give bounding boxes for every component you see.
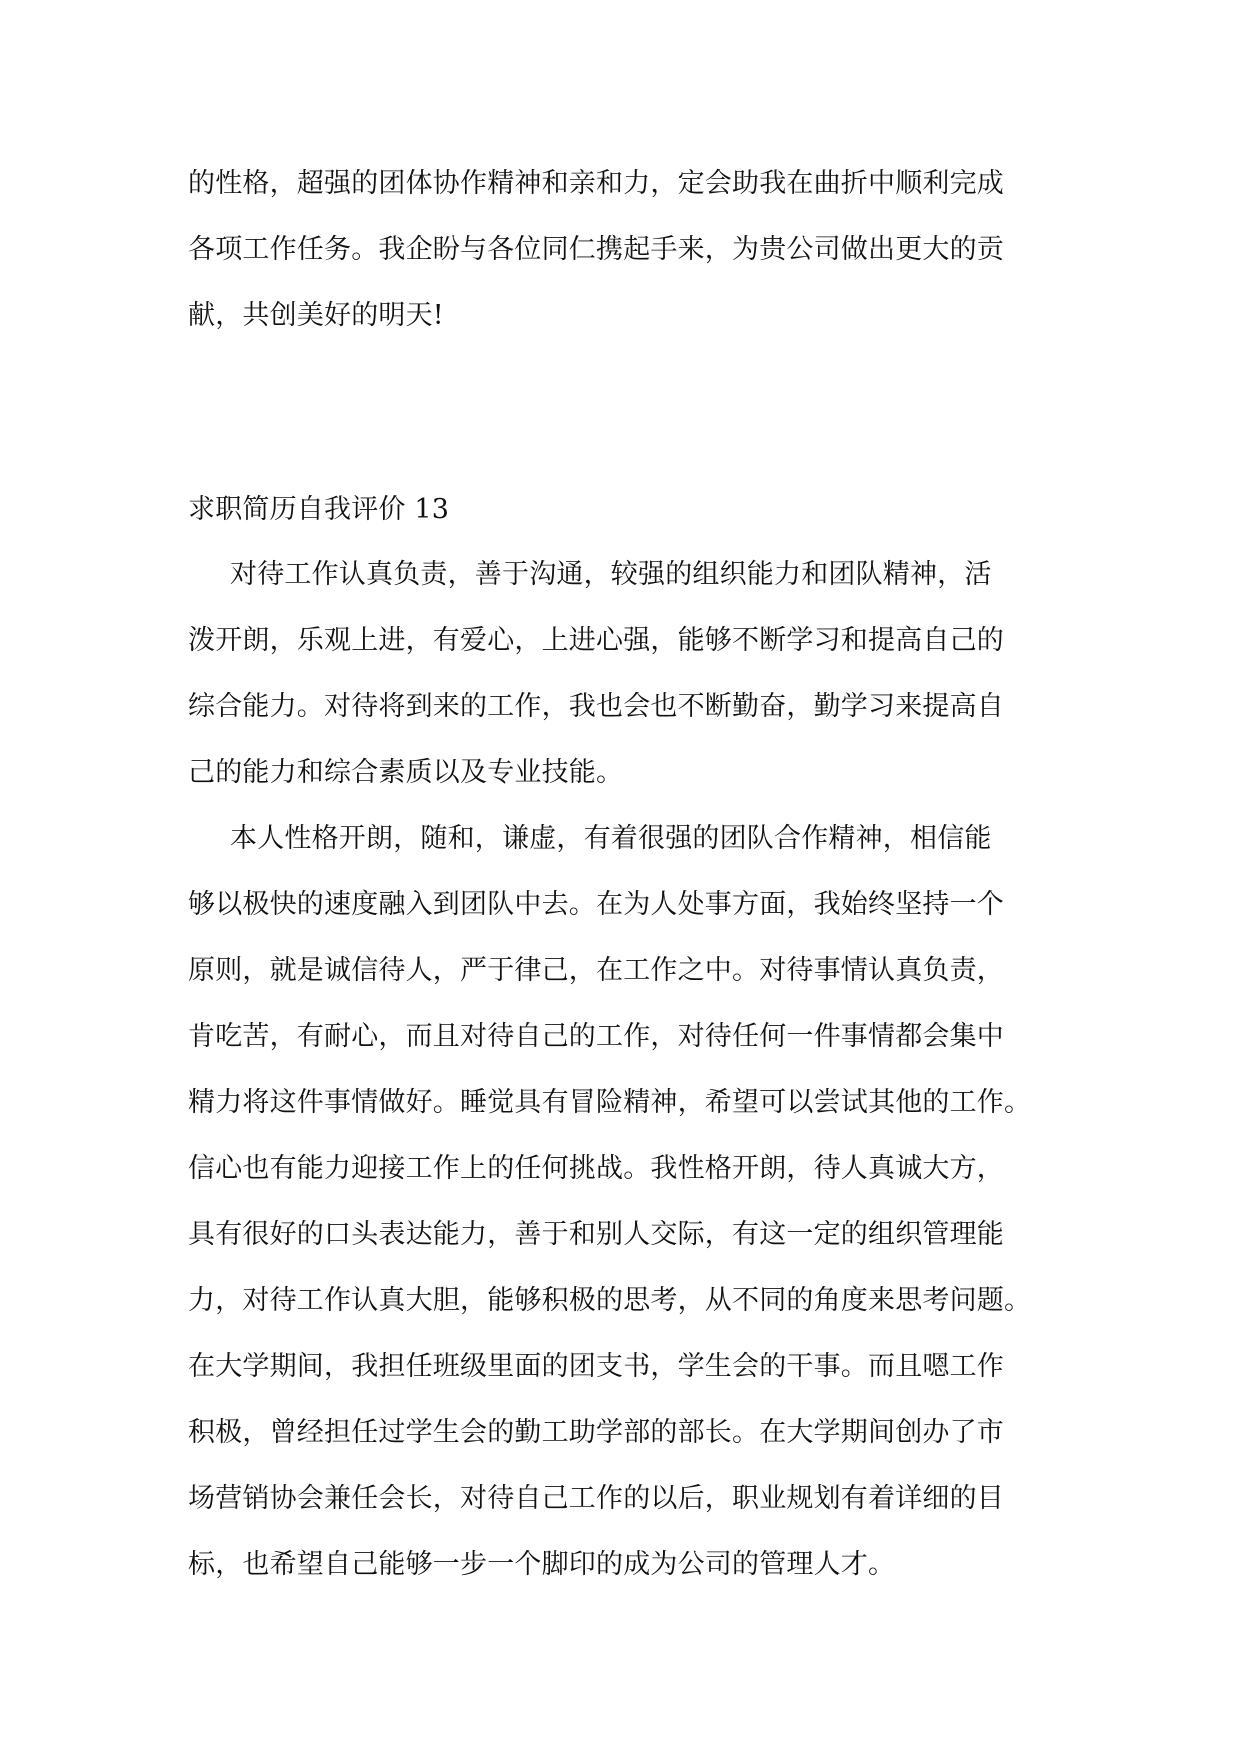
text-line: 标，也希望自己能够一步一个脚印的成为公司的管理人才。	[188, 1549, 896, 1580]
text-line: 的性格，超强的团体协作精神和亲和力，定会助我在曲折中顺利完成	[188, 168, 1004, 199]
text-line: 精力将这件事情做好。睡觉具有冒险精神，希望可以尝试其他的工作。	[188, 1087, 1032, 1118]
text-line: 各项工作任务。我企盼与各位同仁携起手来，为贵公司做出更大的贡	[188, 234, 1004, 265]
text-line: 在大学期间，我担任班级里面的团支书，学生会的干事。而且嗯工作	[188, 1351, 1004, 1382]
text-line: 综合能力。对待将到来的工作，我也会也不断勤奋，勤学习来提高自	[188, 691, 1004, 722]
text-line: 己的能力和综合素质以及专业技能。	[188, 757, 624, 788]
text-line: 力，对待工作认真大胆，能够积极的思考，从不同的角度来思考问题。	[188, 1285, 1032, 1316]
text-line: 场营销协会兼任会长，对待自己工作的以后，职业规划有着详细的目	[188, 1483, 1004, 1514]
section-heading: 求职简历自我评价 13	[188, 494, 450, 525]
text-line: 本人性格开朗，随和，谦虚，有着很强的团队合作精神，相信能	[230, 823, 992, 854]
text-line: 具有很好的口头表达能力，善于和别人交际，有这一定的组织管理能	[188, 1219, 1004, 1250]
text-line: 泼开朗，乐观上进，有爱心，上进心强，能够不断学习和提高自己的	[188, 625, 1004, 656]
text-line: 献，共创美好的明天!	[188, 300, 444, 331]
paragraph-2	[188, 806, 1058, 1598]
text-line: 肯吃苦，有耐心，而且对待自己的工作，对待任何一件事情都会集中	[188, 1021, 1004, 1052]
text-line: 原则，就是诚信待人，严于律己，在工作之中。对待事情认真负责，	[188, 955, 1004, 986]
section-heading-block	[188, 477, 1058, 543]
text-line: 对待工作认真负责，善于沟通，较强的组织能力和团队精神，活	[230, 559, 992, 590]
paragraph-1	[188, 542, 1058, 806]
text-line: 信心也有能力迎接工作上的任何挑战。我性格开朗，待人真诚大方，	[188, 1153, 1004, 1184]
text-line: 够以极快的速度融入到团队中去。在为人处事方面，我始终坚持一个	[188, 889, 1004, 920]
text-line: 积极，曾经担任过学生会的勤工助学部的部长。在大学期间创办了市	[188, 1417, 1004, 1448]
intro-paragraph	[188, 151, 1058, 349]
